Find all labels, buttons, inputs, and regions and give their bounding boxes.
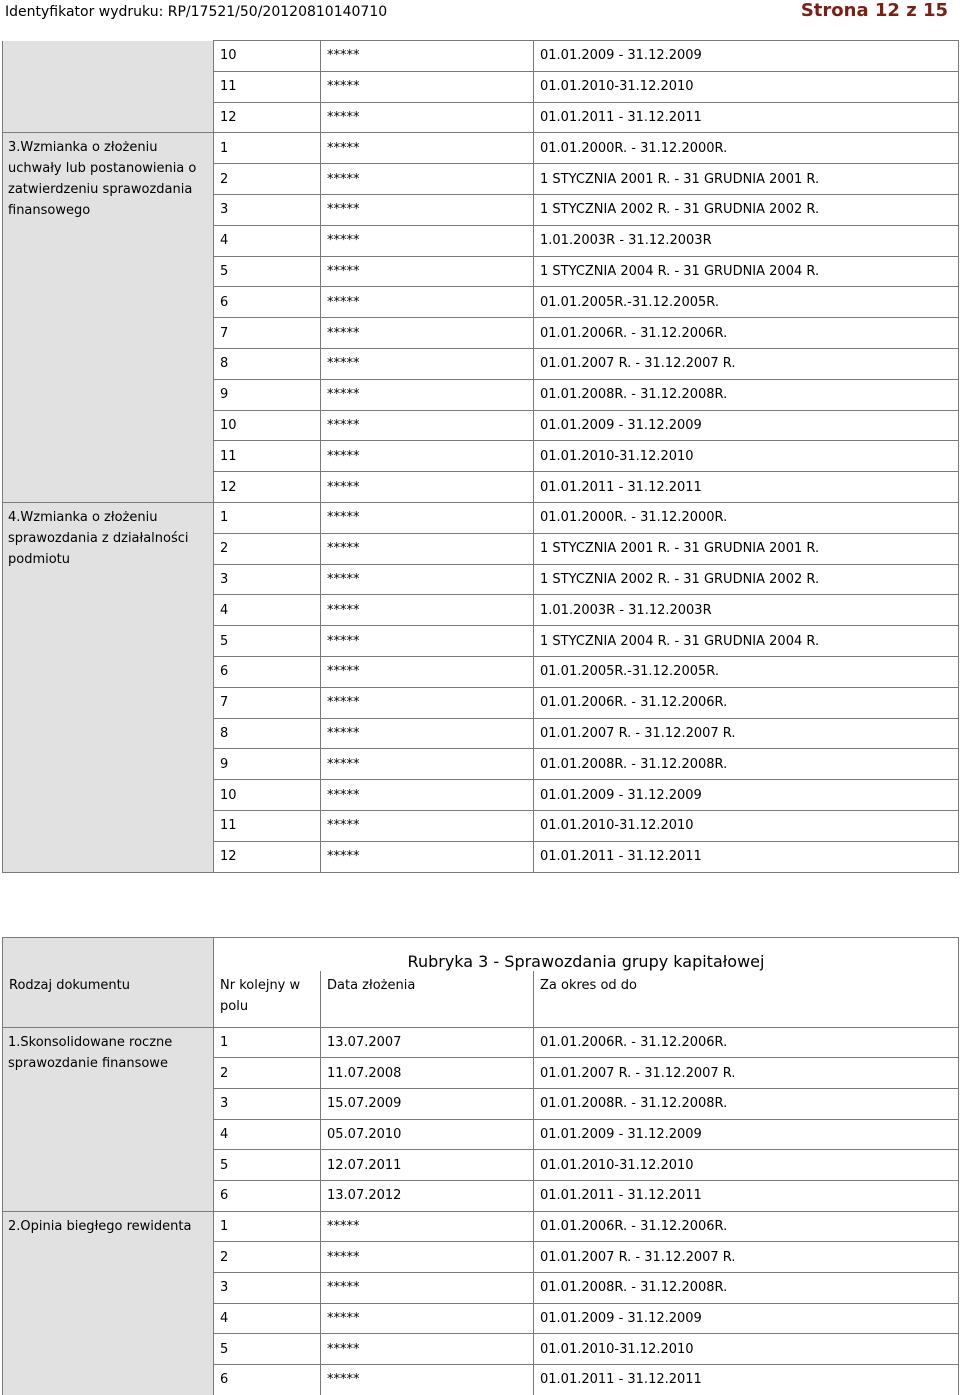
row-period: 01.01.2011 - 31.12.2011 — [534, 1180, 959, 1211]
row-period: 01.01.2008R. - 31.12.2008R. — [534, 1273, 959, 1304]
row-number: 4 — [214, 225, 321, 256]
row-date: ***** — [321, 472, 534, 503]
row-number: 4 — [214, 595, 321, 626]
table-row — [3, 502, 959, 533]
row-period: 1 STYCZNIA 2004 R. - 31 GRUDNIA 2004 R. — [534, 626, 959, 657]
row-date: ***** — [321, 656, 534, 687]
row-number: 11 — [214, 71, 321, 102]
column-header-rodzaj: Rodzaj dokumentu — [3, 971, 214, 1027]
row-number: 3 — [214, 564, 321, 595]
row-number: 6 — [214, 656, 321, 687]
row-period: 01.01.2007 R. - 31.12.2007 R. — [534, 718, 959, 749]
column-header-data: Data złożenia — [321, 971, 534, 1027]
row-number: 3 — [214, 194, 321, 225]
row-period: 01.01.2010-31.12.2010 — [534, 441, 959, 472]
row-date: ***** — [321, 41, 534, 72]
table-row — [3, 41, 959, 72]
row-number: 7 — [214, 687, 321, 718]
row-date: ***** — [321, 1334, 534, 1365]
row-number: 1 — [214, 1027, 321, 1058]
row-date: 15.07.2009 — [321, 1088, 534, 1119]
row-number: 4 — [214, 1119, 321, 1150]
group-label: 2.Opinia biegłego rewidenta — [3, 1211, 214, 1395]
rubryka3-table — [2, 937, 959, 1395]
row-number: 11 — [214, 441, 321, 472]
row-number: 8 — [214, 718, 321, 749]
row-number: 10 — [214, 41, 321, 72]
row-date: ***** — [321, 256, 534, 287]
row-date: ***** — [321, 749, 534, 780]
register-table — [2, 40, 959, 873]
row-date: ***** — [321, 318, 534, 349]
row-period: 1 STYCZNIA 2004 R. - 31 GRUDNIA 2004 R. — [534, 256, 959, 287]
column-header-okres: Za okres od do — [534, 971, 959, 1027]
row-date: 12.07.2011 — [321, 1150, 534, 1181]
row-period: 01.01.2008R. - 31.12.2008R. — [534, 749, 959, 780]
row-date: ***** — [321, 194, 534, 225]
row-date: ***** — [321, 102, 534, 133]
row-number: 12 — [214, 102, 321, 133]
rubryka3-title: Rubryka 3 - Sprawozdania grupy kapitałowej — [214, 938, 959, 972]
row-number: 5 — [214, 626, 321, 657]
row-period: 01.01.2011 - 31.12.2011 — [534, 841, 959, 872]
row-number: 2 — [214, 1242, 321, 1273]
row-period: 01.01.2010-31.12.2010 — [534, 810, 959, 841]
section4-label: 4.Wzmianka o złożeniu sprawozdania z działalności podmiotu — [3, 502, 214, 872]
row-period: 01.01.2011 - 31.12.2011 — [534, 472, 959, 503]
row-number: 2 — [214, 533, 321, 564]
row-period: 1 STYCZNIA 2002 R. - 31 GRUDNIA 2002 R. — [534, 564, 959, 595]
row-period: 01.01.2007 R. - 31.12.2007 R. — [534, 348, 959, 379]
row-number: 7 — [214, 318, 321, 349]
row-date: ***** — [321, 564, 534, 595]
table-row — [3, 1211, 959, 1242]
row-number: 10 — [214, 780, 321, 811]
label-cell-continued — [3, 41, 214, 133]
row-period: 1 STYCZNIA 2001 R. - 31 GRUDNIA 2001 R. — [534, 164, 959, 195]
row-number: 5 — [214, 1334, 321, 1365]
row-period: 01.01.2009 - 31.12.2009 — [534, 410, 959, 441]
print-identifier: Identyfikator wydruku: RP/17521/50/20120810140710 — [5, 4, 388, 20]
group-label: 1.Skonsolidowane roczne sprawozdanie finansowe — [3, 1027, 214, 1211]
row-date: ***** — [321, 164, 534, 195]
row-date: 13.07.2012 — [321, 1180, 534, 1211]
row-period: 01.01.2011 - 31.12.2011 — [534, 1365, 959, 1395]
row-number: 5 — [214, 1150, 321, 1181]
row-period: 01.01.2000R. - 31.12.2000R. — [534, 133, 959, 164]
row-number: 3 — [214, 1088, 321, 1119]
row-number: 2 — [214, 1058, 321, 1089]
row-period: 01.01.2006R. - 31.12.2006R. — [534, 1027, 959, 1058]
row-period: 1 STYCZNIA 2002 R. - 31 GRUDNIA 2002 R. — [534, 194, 959, 225]
row-number: 9 — [214, 749, 321, 780]
row-period: 01.01.2009 - 31.12.2009 — [534, 1119, 959, 1150]
row-number: 12 — [214, 472, 321, 503]
row-period: 01.01.2007 R. - 31.12.2007 R. — [534, 1058, 959, 1089]
row-period: 01.01.2006R. - 31.12.2006R. — [534, 687, 959, 718]
row-date: 05.07.2010 — [321, 1119, 534, 1150]
row-period: 01.01.2006R. - 31.12.2006R. — [534, 318, 959, 349]
row-date: ***** — [321, 1303, 534, 1334]
row-number: 8 — [214, 348, 321, 379]
row-number: 10 — [214, 410, 321, 441]
row-number: 6 — [214, 1365, 321, 1395]
row-date: 11.07.2008 — [321, 1058, 534, 1089]
row-date: 13.07.2007 — [321, 1027, 534, 1058]
row-date: ***** — [321, 410, 534, 441]
row-date: ***** — [321, 348, 534, 379]
row-period: 01.01.2010-31.12.2010 — [534, 1150, 959, 1181]
title-spacer-cell — [3, 938, 214, 972]
row-period: 01.01.2010-31.12.2010 — [534, 1334, 959, 1365]
row-period: 01.01.2010-31.12.2010 — [534, 71, 959, 102]
row-date: ***** — [321, 718, 534, 749]
row-period: 01.01.2005R.-31.12.2005R. — [534, 656, 959, 687]
row-date: ***** — [321, 687, 534, 718]
table-row — [3, 1027, 959, 1058]
row-number: 3 — [214, 1273, 321, 1304]
column-header-nr: Nr kolejny w polu — [214, 971, 321, 1027]
row-period: 01.01.2008R. - 31.12.2008R. — [534, 379, 959, 410]
row-date: ***** — [321, 441, 534, 472]
row-date: ***** — [321, 1242, 534, 1273]
row-date: ***** — [321, 71, 534, 102]
row-date: ***** — [321, 287, 534, 318]
row-date: ***** — [321, 780, 534, 811]
row-date: ***** — [321, 810, 534, 841]
row-period: 01.01.2000R. - 31.12.2000R. — [534, 502, 959, 533]
row-period: 01.01.2008R. - 31.12.2008R. — [534, 1088, 959, 1119]
row-date: ***** — [321, 841, 534, 872]
row-number: 6 — [214, 1180, 321, 1211]
row-period: 1.01.2003R - 31.12.2003R — [534, 225, 959, 256]
row-number: 1 — [214, 133, 321, 164]
section3-label: 3.Wzmianka o złożeniu uchwały lub postanowienia o zatwierdzeniu sprawozdania finansowego — [3, 133, 214, 503]
table-row — [3, 133, 959, 164]
row-number: 5 — [214, 256, 321, 287]
row-number: 11 — [214, 810, 321, 841]
row-date: ***** — [321, 595, 534, 626]
row-date: ***** — [321, 533, 534, 564]
row-period: 01.01.2006R. - 31.12.2006R. — [534, 1211, 959, 1242]
row-number: 4 — [214, 1303, 321, 1334]
row-period: 01.01.2005R.-31.12.2005R. — [534, 287, 959, 318]
row-number: 12 — [214, 841, 321, 872]
row-period: 01.01.2009 - 31.12.2009 — [534, 780, 959, 811]
row-period: 1 STYCZNIA 2001 R. - 31 GRUDNIA 2001 R. — [534, 533, 959, 564]
row-number: 9 — [214, 379, 321, 410]
row-date: ***** — [321, 502, 534, 533]
row-date: ***** — [321, 1211, 534, 1242]
row-period: 01.01.2009 - 31.12.2009 — [534, 41, 959, 72]
row-date: ***** — [321, 133, 534, 164]
row-period: 01.01.2007 R. - 31.12.2007 R. — [534, 1242, 959, 1273]
row-number: 2 — [214, 164, 321, 195]
row-date: ***** — [321, 1273, 534, 1304]
row-date: ***** — [321, 379, 534, 410]
row-date: ***** — [321, 225, 534, 256]
row-number: 6 — [214, 287, 321, 318]
row-number: 1 — [214, 1211, 321, 1242]
row-date: ***** — [321, 1365, 534, 1395]
row-date: ***** — [321, 626, 534, 657]
page-header — [0, 0, 960, 30]
page-number: Strona 12 z 15 — [800, 0, 948, 21]
row-period: 01.01.2009 - 31.12.2009 — [534, 1303, 959, 1334]
row-number: 1 — [214, 502, 321, 533]
row-period: 1.01.2003R - 31.12.2003R — [534, 595, 959, 626]
row-period: 01.01.2011 - 31.12.2011 — [534, 102, 959, 133]
